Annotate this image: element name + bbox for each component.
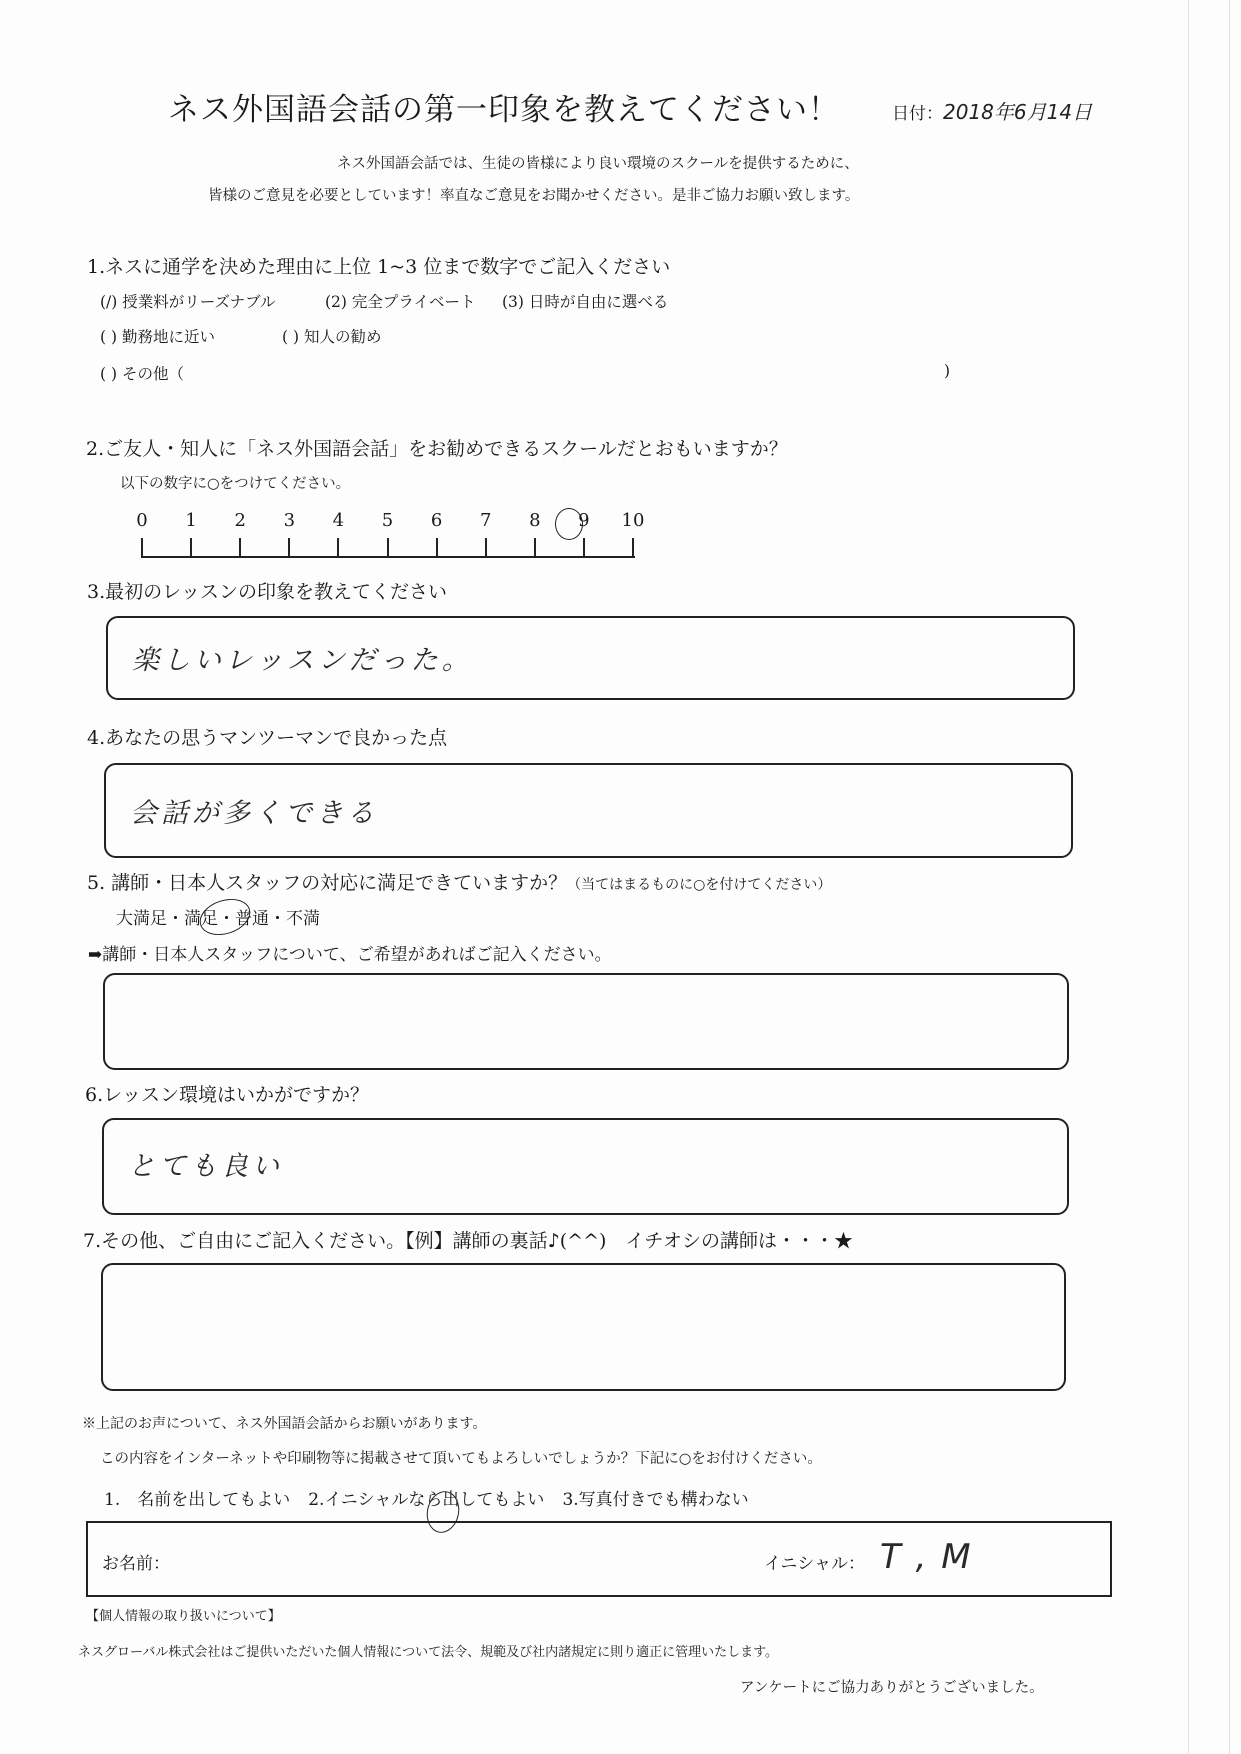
q1-option-mark[interactable]: (/) bbox=[100, 293, 118, 311]
consent-option-selected[interactable]: 2.イニシャルなら出してもよい bbox=[308, 1490, 545, 1510]
q1-other-close: ) bbox=[944, 362, 951, 380]
consent-question: この内容をインターネットや印刷物等に掲載させて頂いてもよろしいでしょうか？下記に○をお付けください。 bbox=[100, 1451, 822, 1467]
q5-choice-selected[interactable]: 満足 bbox=[184, 909, 218, 929]
q3-question: 3.最初のレッスンの印象を教えてください bbox=[87, 581, 447, 603]
q3-answer-box[interactable] bbox=[106, 616, 1075, 700]
q1-option[interactable] bbox=[100, 325, 215, 347]
q6-question: 6.レッスン環境はいかがですか？ bbox=[85, 1084, 369, 1106]
q5-header bbox=[87, 868, 831, 895]
name-field[interactable] bbox=[188, 1545, 588, 1571]
q1-option-label: 授業料がリーズナブル bbox=[122, 293, 276, 311]
name-box bbox=[86, 1521, 1112, 1597]
scan-line bbox=[1229, 0, 1230, 1754]
scale-tick bbox=[583, 538, 585, 557]
q5-choice[interactable]: 不満 bbox=[286, 909, 320, 929]
selected-circle bbox=[195, 893, 255, 941]
privacy-text: ネスグローバル株式会社はご提供いただいた個人情報について法令、規範及び社内諸規定に則り適正に管理いたします。 bbox=[78, 1645, 779, 1660]
thanks-text: アンケートにご協力ありがとうございました。 bbox=[740, 1680, 1044, 1696]
scale-label[interactable]: 7 bbox=[479, 510, 492, 531]
scale-tick bbox=[337, 538, 339, 557]
scale-tick bbox=[632, 538, 634, 557]
scale-line bbox=[141, 556, 635, 558]
scale-label[interactable]: 5 bbox=[381, 510, 394, 531]
scale-tick bbox=[485, 538, 487, 557]
q6-answer: とても良い bbox=[128, 1151, 283, 1182]
q1-option-label: その他（ bbox=[121, 365, 184, 383]
q1-option-label: 勤務地に近い bbox=[121, 328, 215, 346]
q1-question: 1.ネスに通学を決めた理由に上位 1~3 位まで数字でご記入ください bbox=[87, 256, 671, 278]
q1-option-mark[interactable]: ( ) bbox=[282, 328, 300, 346]
q1-option[interactable] bbox=[282, 325, 381, 347]
q1-option[interactable] bbox=[100, 362, 184, 384]
q1-option-mark[interactable]: ( ) bbox=[100, 328, 118, 346]
scale-label[interactable]: 3 bbox=[283, 510, 296, 531]
q1-option-mark[interactable]: ( ) bbox=[100, 365, 118, 383]
consent-note: ※上記のお声について、ネス外国語会話からお願いがあります。 bbox=[82, 1416, 487, 1432]
scale-tick bbox=[288, 538, 290, 557]
separator: ・ bbox=[269, 909, 286, 929]
q5-note: （当てはまるものに○を付けてください） bbox=[567, 877, 832, 893]
privacy-heading: 【個人情報の取り扱いについて】 bbox=[86, 1609, 281, 1624]
q7-question: 7.その他、ご自由にご記入ください。【例】講師の裏話♪(^^) イチオシの講師は・・・★ bbox=[83, 1230, 854, 1252]
q2-instruction: 以下の数字に○をつけてください。 bbox=[120, 476, 351, 492]
q6-answer-box[interactable] bbox=[102, 1118, 1069, 1215]
initial-value[interactable]: T , M bbox=[880, 1537, 973, 1577]
intro-line-2: 皆様のご意見を必要としています！率直なご意見をお聞かせください。是非ご協力お願い致します。 bbox=[208, 188, 860, 204]
q5-question: 5. 講師・日本人スタッフの対応に満足できていますか？ bbox=[87, 872, 568, 894]
scale-tick bbox=[141, 538, 143, 557]
q7-answer-box[interactable] bbox=[101, 1263, 1066, 1391]
scale-label[interactable]: 8 bbox=[529, 510, 541, 531]
q1-option-label: 知人の勧め bbox=[303, 328, 382, 346]
q1-option[interactable] bbox=[502, 290, 668, 312]
selected-circle bbox=[555, 508, 583, 540]
q1-option[interactable] bbox=[325, 290, 475, 312]
q2-question: 2.ご友人・知人に「ネス外国語会話」をお勧めできるスクールだとおもいますか？ bbox=[86, 438, 788, 460]
q4-answer-box[interactable] bbox=[104, 763, 1073, 858]
intro-line-1: ネス外国語会話では、生徒の皆様により良い環境のスクールを提供するために、 bbox=[337, 156, 859, 172]
initial-label: イニシャル： bbox=[764, 1554, 865, 1574]
scale-tick bbox=[190, 538, 192, 557]
scale-label[interactable]: 9 bbox=[578, 510, 590, 531]
scale-tick bbox=[387, 538, 389, 557]
q5-followup: ➡講師・日本人スタッフについて、ご希望があればご記入ください。 bbox=[88, 945, 612, 965]
date-value[interactable]: 2018年6月14日 bbox=[943, 100, 1093, 124]
scale-label[interactable]: 0 bbox=[136, 510, 148, 531]
separator: ・ bbox=[218, 909, 235, 929]
consent-option[interactable]: 1. 名前を出してもよい bbox=[104, 1490, 291, 1510]
q4-question: 4.あなたの思うマンツーマンで良かった点 bbox=[87, 727, 448, 749]
q1-option-label: 日時が自由に選べる bbox=[528, 293, 669, 311]
consent-options bbox=[104, 1485, 749, 1510]
q3-answer: 楽しいレッスンだった。 bbox=[132, 645, 473, 676]
scale-label[interactable]: 4 bbox=[332, 510, 345, 531]
scale-tick bbox=[436, 538, 438, 557]
q1-option-mark[interactable]: (2) bbox=[325, 293, 347, 311]
q1-option-label: 完全プライベート bbox=[351, 293, 476, 311]
scale-tick bbox=[239, 538, 241, 557]
scale-tick bbox=[534, 538, 536, 557]
scale-label[interactable]: 1 bbox=[185, 510, 197, 531]
scan-line bbox=[1188, 0, 1189, 1754]
q4-answer: 会話が多くできる bbox=[130, 798, 378, 829]
scale-label[interactable]: 2 bbox=[234, 510, 246, 531]
page-title: ネス外国語会話の第一印象を教えてください！ bbox=[168, 92, 840, 128]
q5-choice[interactable]: 普通 bbox=[235, 909, 269, 929]
date-label: 日付： bbox=[892, 104, 943, 124]
q5-answer-box[interactable] bbox=[103, 973, 1069, 1070]
scale-label[interactable]: 6 bbox=[430, 510, 443, 531]
scale-label[interactable]: 10 bbox=[621, 510, 645, 531]
q1-option-mark[interactable]: (3) bbox=[502, 293, 524, 311]
q1-option[interactable] bbox=[100, 290, 276, 312]
q5-choice[interactable]: 大満足 bbox=[116, 909, 167, 929]
separator: ・ bbox=[167, 909, 184, 929]
consent-option[interactable]: 3.写真付きでも構わない bbox=[562, 1490, 749, 1510]
name-label: お名前： bbox=[102, 1554, 170, 1574]
date-field bbox=[892, 96, 1092, 125]
